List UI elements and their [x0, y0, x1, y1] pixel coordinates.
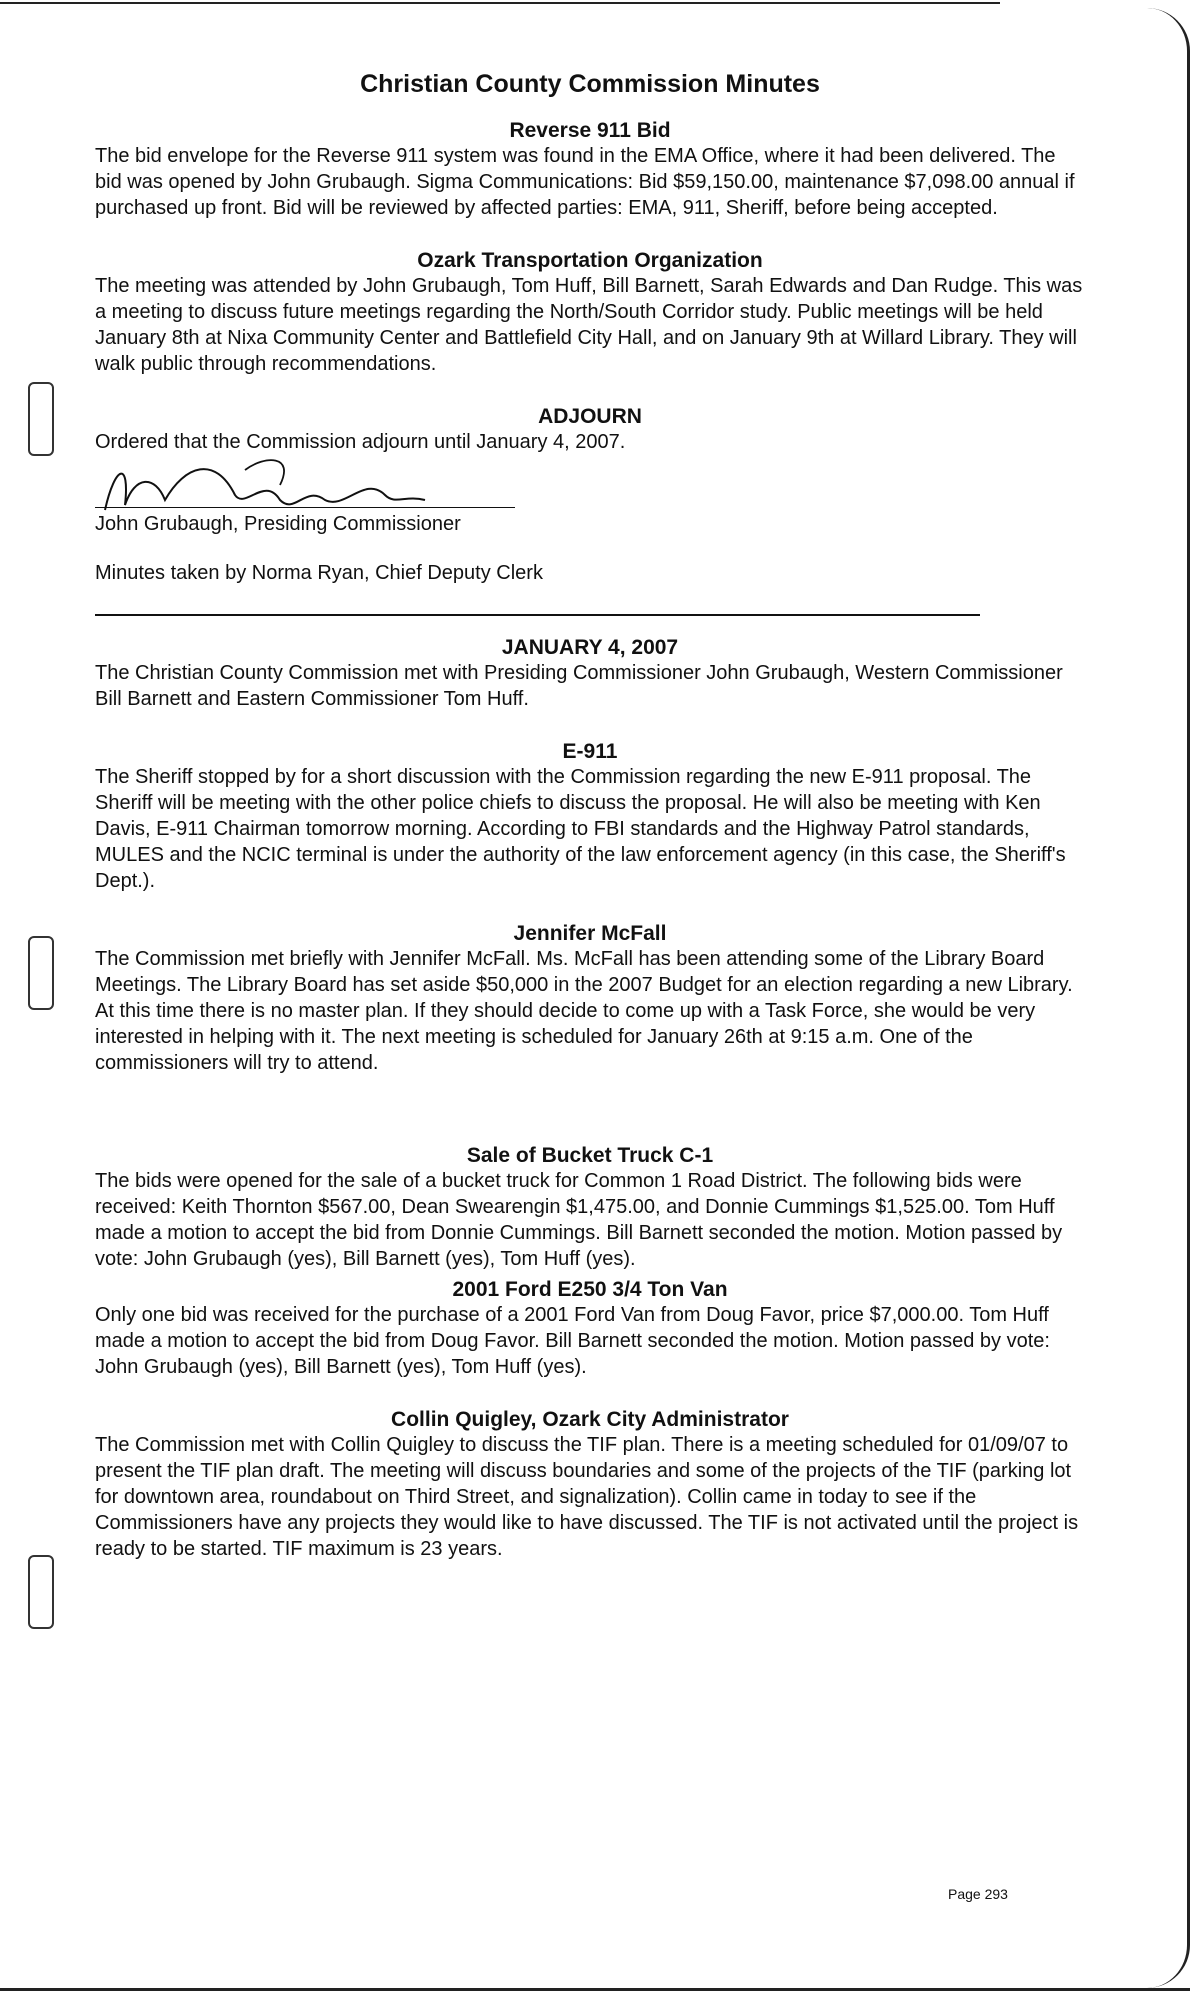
- section-heading: Sale of Bucket Truck C-1: [466, 1144, 714, 1167]
- section-text: Only one bid was received for the purchase of a 2001 Ford Van from Doug Favor, price $7,000.00. Tom Huff made a motion to accept the bid from Doug Favor. Bill Barnett seconded the motion. Motion passed by vote: John Grubaugh (yes), Bill Barnett (yes), Tom Huff (yes).: [95, 1304, 1050, 1378]
- section-heading: Collin Quigley, Ozark City Administrator: [391, 1408, 789, 1431]
- punch-hole-icon: [28, 1555, 54, 1629]
- section-ford-van: [95, 1278, 1085, 1380]
- signatory-name: John Grubaugh, Presiding Commissioner: [95, 513, 461, 535]
- section-adjourn: [95, 405, 1085, 586]
- section-heading: Jennifer McFall: [513, 922, 667, 945]
- section-ozark-transportation: [95, 249, 1085, 377]
- section-meeting-date: [95, 636, 1085, 712]
- section-text: The meeting was attended by John Grubaugh, Tom Huff, Bill Barnett, Sarah Edwards and Dan Rudge. This was a meeting to discuss future meetings regarding the North/South Corridor study. Public meetings will be held January 8th at Nixa Community Center and Battlefield City Hall, and on January 9th at Willard Library. They will walk public through recommendations.: [95, 275, 1083, 375]
- punch-hole-icon: [28, 936, 54, 1010]
- spacer: [95, 1104, 1085, 1144]
- meeting-text: The Christian County Commission met with Presiding Commissioner John Grubaugh, Western Commissioner Bill Barnett and Eastern Commissioner Tom Huff.: [95, 662, 1063, 710]
- page-edge-top: [0, 2, 1000, 4]
- page-edge-right: [1147, 8, 1190, 1988]
- section-text: The bid envelope for the Reverse 911 system was found in the EMA Office, where it had been delivered. The bid was opened by John Grubaugh. Sigma Communications: Bid $59,150.00, maintenance $7,098.00 annual if purchased up front. Bid will be reviewed by affected parties: EMA, 911, Sheriff, before being accepted.: [95, 145, 1075, 219]
- punch-hole-icon: [28, 382, 54, 456]
- adjourn-text: Ordered that the Commission adjourn until January 4, 2007.: [95, 431, 626, 453]
- section-heading: E-911: [562, 740, 618, 763]
- signature-block: [95, 465, 1085, 550]
- section-collin-quigley: [95, 1408, 1085, 1562]
- page-edge-bottom: [0, 1988, 1190, 1991]
- section-text: The Commission met briefly with Jennifer McFall. Ms. McFall has been attending some of the Library Board Meetings. The Library Board has set aside $50,000 in the 2007 Budget for an election regarding a new Library. At this time there is no master plan. If they should decide to come up with a Task Force, she would be very interested in helping with it. The next meeting is scheduled for January 26th at 9:15 a.m. One of the commissioners will try to attend.: [95, 948, 1073, 1074]
- page-number: Page 293: [948, 1886, 1008, 1902]
- minutes-by: Minutes taken by Norma Ryan, Chief Deputy Clerk: [95, 562, 543, 584]
- meeting-date-heading: JANUARY 4, 2007: [501, 636, 679, 659]
- section-heading: ADJOURN: [538, 405, 642, 428]
- section-heading: Ozark Transportation Organization: [417, 249, 763, 272]
- section-heading: Reverse 911 Bid: [509, 119, 671, 142]
- section-jennifer-mcfall: [95, 922, 1085, 1076]
- page-title: Christian County Commission Minutes: [360, 70, 820, 98]
- section-e911: [95, 740, 1085, 894]
- divider: [95, 614, 980, 616]
- section-bucket-truck: [95, 1144, 1085, 1272]
- section-reverse-911: [95, 119, 1085, 221]
- section-text: The Commission met with Collin Quigley to discuss the TIF plan. There is a meeting scheduled for 01/09/07 to present the TIF plan draft. The meeting will discuss boundaries and some of the projects of the TIF (parking lot for downtown area, roundabout on Third Street, and signalization). Collin came in today to see if the Commissioners have any projects they would like to have discussed. The TIF is not activated until the project is ready to be started. TIF maximum is 23 years.: [95, 1434, 1079, 1560]
- section-text: The Sheriff stopped by for a short discussion with the Commission regarding the new E-911 proposal. The Sheriff will be meeting with the other police chiefs to discuss the proposal. He will also be meeting with Ken Davis, E-911 Chairman tomorrow morning. According to FBI standards and the Highway Patrol standards, MULES and the NCIC terminal is under the authority of the law enforcement agency (in this case, the Sheriff's Dept.).: [95, 766, 1066, 892]
- document-body: [95, 70, 1085, 1590]
- signature-line: [95, 507, 515, 508]
- section-heading: 2001 Ford E250 3/4 Ton Van: [452, 1278, 728, 1301]
- section-text: The bids were opened for the sale of a bucket truck for Common 1 Road District. The following bids were received: Keith Thornton $567.00, Dean Swearengin $1,475.00, and Donnie Cummings $1,525.00. Tom Huff made a motion to accept the bid from Donnie Cummings. Bill Barnett seconded the motion. Motion passed by vote: John Grubaugh (yes), Bill Barnett (yes), Tom Huff (yes).: [95, 1170, 1063, 1270]
